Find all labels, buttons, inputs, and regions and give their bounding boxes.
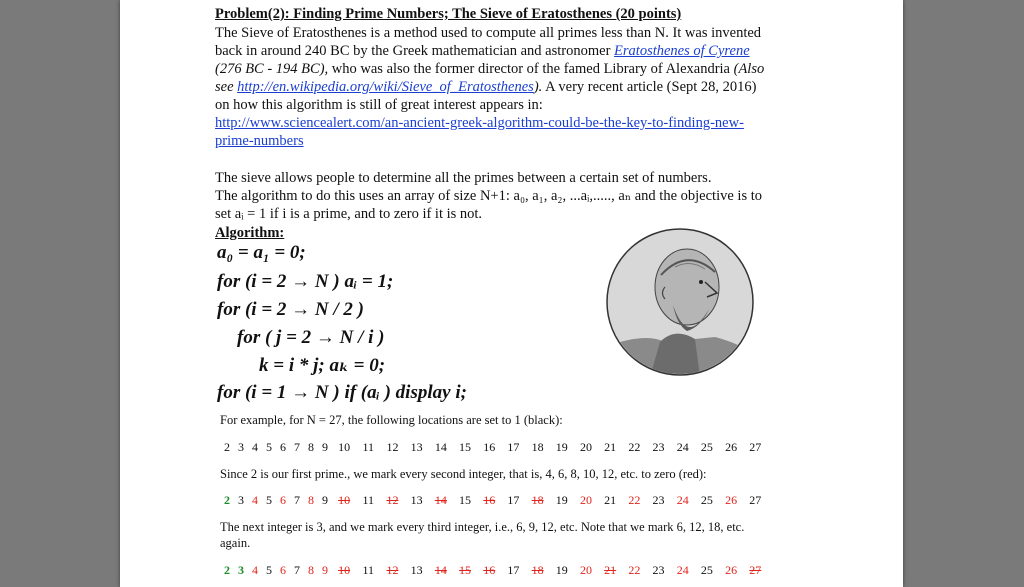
example-sentence: For example, for N = 27, the following locations are set to 1 (black): xyxy=(220,413,563,427)
number-cell: 11 xyxy=(362,440,375,454)
number-cell: 3 xyxy=(238,563,244,577)
number-cell: 25 xyxy=(700,440,713,454)
number-cell: 11 xyxy=(362,493,375,507)
number-cell: 5 xyxy=(266,563,272,577)
number-cell: 27 xyxy=(749,440,762,454)
number-cell: 3 xyxy=(238,440,244,454)
number-cell: 19 xyxy=(555,493,568,507)
number-cell: 25 xyxy=(700,563,713,577)
paren-text: ). xyxy=(533,79,543,95)
number-cell: 2 xyxy=(224,440,230,454)
sieve-line-1: The sieve allows people to determine all the primes between a certain set of numbers. xyxy=(215,170,712,186)
number-cell: 26 xyxy=(725,493,738,507)
number-cell: 20 xyxy=(579,440,592,454)
see-text: see xyxy=(215,79,238,95)
number-cell: 18 xyxy=(531,493,544,507)
number-cell: 15 xyxy=(459,493,472,507)
number-cell: 7 xyxy=(294,440,300,454)
number-cell: 10 xyxy=(338,563,351,577)
number-cell: 14 xyxy=(434,493,447,507)
sciencealert-link-continued[interactable]: prime-numbers xyxy=(215,133,304,149)
number-cell: 5 xyxy=(266,493,272,507)
number-cell: 22 xyxy=(628,493,641,507)
intro-line-1: The Sieve of Eratosthenes is a method used to compute all primes less than N. It was invented xyxy=(215,25,762,41)
eratosthenes-link[interactable]: Eratosthenes of Cyrene xyxy=(614,43,750,59)
number-cell: 20 xyxy=(579,563,592,577)
number-cell: 23 xyxy=(652,493,665,507)
document-page xyxy=(120,0,903,587)
number-cell: 9 xyxy=(322,493,328,507)
number-cell: 12 xyxy=(386,440,399,454)
number-cell: 14 xyxy=(434,563,447,577)
number-cell: 26 xyxy=(725,563,738,577)
number-cell: 24 xyxy=(676,440,689,454)
number-cell: 21 xyxy=(604,440,617,454)
number-cell: 13 xyxy=(410,563,423,577)
numbers-row-after-two xyxy=(220,493,767,508)
sieve-line-3: set aᵢ = 1 if i is a prime, and to zero if it is not. xyxy=(215,206,483,222)
number-cell: 6 xyxy=(280,440,286,454)
number-cell: 17 xyxy=(507,563,520,577)
numbers-row-all-one xyxy=(220,440,767,455)
code-line-mark-zero: k = i * j; aₖ = 0; xyxy=(259,355,386,376)
code-line-init: a₀ = a₁ = 0; xyxy=(217,242,306,263)
number-cell: 4 xyxy=(252,563,258,577)
sciencealert-link[interactable]: http://www.sciencealert.com/an-ancient-greek-algorithm-could-be-the-key-to-finding-new- xyxy=(215,115,744,131)
sciencealert-link-line-1 xyxy=(215,114,744,132)
number-cell: 13 xyxy=(410,440,423,454)
sieve-line-2: The algorithm to do this uses an array of size N+1: a₀, a₁, a₂, ...aᵢ,....., aₙ and the objective is to xyxy=(215,188,762,204)
wikipedia-link[interactable]: http://en.wikipedia.org/wiki/Sieve_of_Eratosthenes xyxy=(237,79,534,95)
number-cell: 22 xyxy=(628,563,641,577)
numbers-row-after-three xyxy=(220,563,767,578)
number-cell: 2 xyxy=(224,563,230,577)
number-cell: 4 xyxy=(252,493,258,507)
number-cell: 19 xyxy=(555,440,568,454)
number-cell: 24 xyxy=(676,563,689,577)
number-cell: 24 xyxy=(676,493,689,507)
number-cell: 20 xyxy=(579,493,592,507)
number-cell: 6 xyxy=(280,563,286,577)
number-cell: 7 xyxy=(294,563,300,577)
intro-line-4 xyxy=(215,78,757,96)
number-cell: 21 xyxy=(604,563,617,577)
number-cell: 23 xyxy=(652,563,665,577)
eratosthenes-portrait xyxy=(605,227,755,377)
number-cell: 10 xyxy=(338,440,351,454)
next-sentence-line-2: again. xyxy=(220,536,251,550)
number-cell: 13 xyxy=(410,493,423,507)
number-cell: 6 xyxy=(280,493,286,507)
since-sentence: Since 2 is our first prime., we mark every second integer, that is, 4, 6, 8, 10, 12, etc. to zero (red): xyxy=(220,467,707,481)
number-cell: 21 xyxy=(604,493,617,507)
number-cell: 3 xyxy=(238,493,244,507)
number-cell: 9 xyxy=(322,563,328,577)
intro-line-3 xyxy=(215,60,764,78)
number-cell: 22 xyxy=(628,440,641,454)
number-cell: 25 xyxy=(700,493,713,507)
intro-line-2 xyxy=(215,42,750,60)
next-sentence-line-1: The next integer is 3, and we mark every third integer, i.e., 6, 9, 12, etc. Note that we mark 6, 12, 18, etc. xyxy=(220,520,745,534)
intro-text: back in around 240 BC by the Greek mathematician and astronomer xyxy=(215,43,615,59)
number-cell: 7 xyxy=(294,493,300,507)
algorithm-heading: Algorithm: xyxy=(215,225,285,241)
code-line-set-ones: for (i = 2 → N ) aᵢ = 1; xyxy=(217,271,394,292)
intro-text: who was also the former director of the famed Library of Alexandria xyxy=(328,61,734,77)
number-cell: 15 xyxy=(459,440,472,454)
number-cell: 16 xyxy=(483,563,496,577)
number-cell: 23 xyxy=(652,440,665,454)
number-cell: 16 xyxy=(483,440,496,454)
number-cell: 8 xyxy=(308,440,314,454)
number-cell: 27 xyxy=(749,493,762,507)
also-text: (Also xyxy=(733,61,765,77)
number-cell: 9 xyxy=(322,440,328,454)
number-cell: 14 xyxy=(434,440,447,454)
dates-text: (276 BC - 194 BC), xyxy=(215,61,329,77)
number-cell: 18 xyxy=(531,440,544,454)
code-line-display: for (i = 1 → N ) if (aᵢ ) display i; xyxy=(217,382,467,403)
number-cell: 5 xyxy=(266,440,272,454)
number-cell: 27 xyxy=(749,563,762,577)
code-line-inner-loop: for ( j = 2 → N / i ) xyxy=(237,327,385,348)
problem-title: Problem(2): Finding Prime Numbers; The Sieve of Eratosthenes (20 points) xyxy=(215,6,682,22)
sciencealert-link-line-2 xyxy=(215,132,304,150)
code-line-outer-loop: for (i = 2 → N / 2 ) xyxy=(217,299,364,320)
number-cell: 15 xyxy=(459,563,472,577)
number-cell: 17 xyxy=(507,440,520,454)
number-cell: 11 xyxy=(362,563,375,577)
number-cell: 18 xyxy=(531,563,544,577)
number-cell: 19 xyxy=(555,563,568,577)
number-cell: 10 xyxy=(338,493,351,507)
number-cell: 4 xyxy=(252,440,258,454)
number-cell: 26 xyxy=(725,440,738,454)
number-cell: 8 xyxy=(308,563,314,577)
number-cell: 12 xyxy=(386,563,399,577)
number-cell: 8 xyxy=(308,493,314,507)
intro-line-5: on how this algorithm is still of great interest appears in: xyxy=(215,97,543,113)
number-cell: 17 xyxy=(507,493,520,507)
number-cell: 2 xyxy=(224,493,230,507)
article-text: A very recent article (Sept 28, 2016) xyxy=(542,79,757,95)
number-cell: 16 xyxy=(483,493,496,507)
number-cell: 12 xyxy=(386,493,399,507)
